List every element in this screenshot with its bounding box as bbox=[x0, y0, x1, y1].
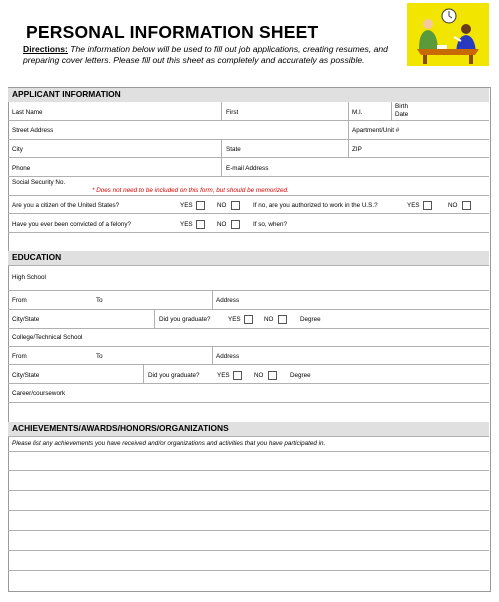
middle-initial-field[interactable]: M.I. bbox=[352, 109, 363, 116]
college-from-field[interactable]: From bbox=[12, 353, 27, 360]
street-address-field[interactable]: Street Address bbox=[12, 127, 54, 134]
directions bbox=[23, 44, 408, 66]
applicant-section-header: APPLICANT INFORMATION bbox=[8, 88, 489, 102]
hs-yes-label: YES bbox=[228, 316, 241, 323]
felony-yes-label: YES bbox=[180, 221, 193, 228]
last-name-field[interactable]: Last Name bbox=[12, 109, 43, 116]
citizen-question: Are you a citizen of the United States? bbox=[12, 202, 120, 209]
phone-field[interactable]: Phone bbox=[12, 165, 31, 172]
felony-question: Have you ever been convicted of a felony? bbox=[12, 221, 132, 228]
office-meeting-clipart bbox=[407, 3, 489, 66]
citizen-yes-label: YES bbox=[180, 202, 193, 209]
hs-from-field[interactable]: From bbox=[12, 297, 27, 304]
zip-field[interactable]: ZIP bbox=[352, 146, 362, 153]
college-field[interactable]: College/Technical School bbox=[12, 334, 83, 341]
citizen-no-checkbox[interactable] bbox=[231, 201, 240, 210]
college-graduate-question: Did you graduate? bbox=[148, 372, 200, 379]
college-no-label: NO bbox=[254, 372, 264, 379]
hs-no-label: NO bbox=[264, 316, 274, 323]
hs-to-field[interactable]: To bbox=[96, 297, 103, 304]
college-yes-label: YES bbox=[217, 372, 230, 379]
college-degree-field[interactable]: Degree bbox=[290, 372, 311, 379]
citizen-no-label: NO bbox=[217, 202, 227, 209]
education-section-header: EDUCATION bbox=[8, 251, 489, 265]
directions-text: The information below will be used to fill out job applications, creating resumes, and preparing cover letters. Please fill out this sheet as completely and accurately as possible. bbox=[23, 44, 388, 65]
achievements-section-header: ACHIEVEMENTS/AWARDS/HONORS/ORGANIZATIONS bbox=[8, 422, 489, 436]
college-no-checkbox[interactable] bbox=[268, 371, 277, 380]
college-to-field[interactable]: To bbox=[96, 353, 103, 360]
birth-date-field[interactable]: Birth Date bbox=[395, 103, 409, 118]
authorized-question: If no, are you authorized to work in the U.S.? bbox=[253, 202, 378, 209]
achievements-entry-area[interactable] bbox=[8, 452, 489, 589]
state-field[interactable]: State bbox=[226, 146, 241, 153]
email-field[interactable]: E-mail Address bbox=[226, 165, 269, 172]
apartment-unit-field[interactable]: Apartment/Unit # bbox=[352, 127, 400, 134]
first-name-field[interactable]: First bbox=[226, 109, 239, 116]
college-address-field[interactable]: Address bbox=[216, 353, 240, 360]
felony-when-field[interactable]: If so, when? bbox=[253, 221, 287, 228]
citizen-yes-checkbox[interactable] bbox=[196, 201, 205, 210]
hs-address-field[interactable]: Address bbox=[216, 297, 240, 304]
hs-yes-checkbox[interactable] bbox=[244, 315, 253, 324]
hs-degree-field[interactable]: Degree bbox=[300, 316, 321, 323]
authorized-yes-label: YES bbox=[407, 202, 420, 209]
authorized-yes-checkbox[interactable] bbox=[423, 201, 432, 210]
page-title: PERSONAL INFORMATION SHEET bbox=[26, 22, 319, 42]
felony-no-checkbox[interactable] bbox=[231, 220, 240, 229]
ssn-note: * Does not need to be included on this form, but should be memorized. bbox=[92, 187, 289, 194]
directions-label: Directions: bbox=[23, 44, 68, 54]
college-yes-checkbox[interactable] bbox=[233, 371, 242, 380]
felony-no-label: NO bbox=[217, 221, 227, 228]
felony-yes-checkbox[interactable] bbox=[196, 220, 205, 229]
hs-city-state-field[interactable]: City/State bbox=[12, 316, 40, 323]
college-city-state-field[interactable]: City/State bbox=[12, 372, 40, 379]
achievements-instructions: Please list any achievements you have received and/or organizations and activities that you have participated in. bbox=[12, 440, 326, 447]
authorized-no-checkbox[interactable] bbox=[462, 201, 471, 210]
ssn-field[interactable]: Social Security No. bbox=[12, 179, 66, 186]
high-school-field[interactable]: High School bbox=[12, 274, 46, 281]
city-field[interactable]: City bbox=[12, 146, 23, 153]
authorized-no-label: NO bbox=[448, 202, 458, 209]
hs-graduate-question: Did you graduate? bbox=[159, 316, 211, 323]
hs-no-checkbox[interactable] bbox=[278, 315, 287, 324]
career-coursework-field[interactable]: Career/coursework bbox=[12, 390, 66, 397]
